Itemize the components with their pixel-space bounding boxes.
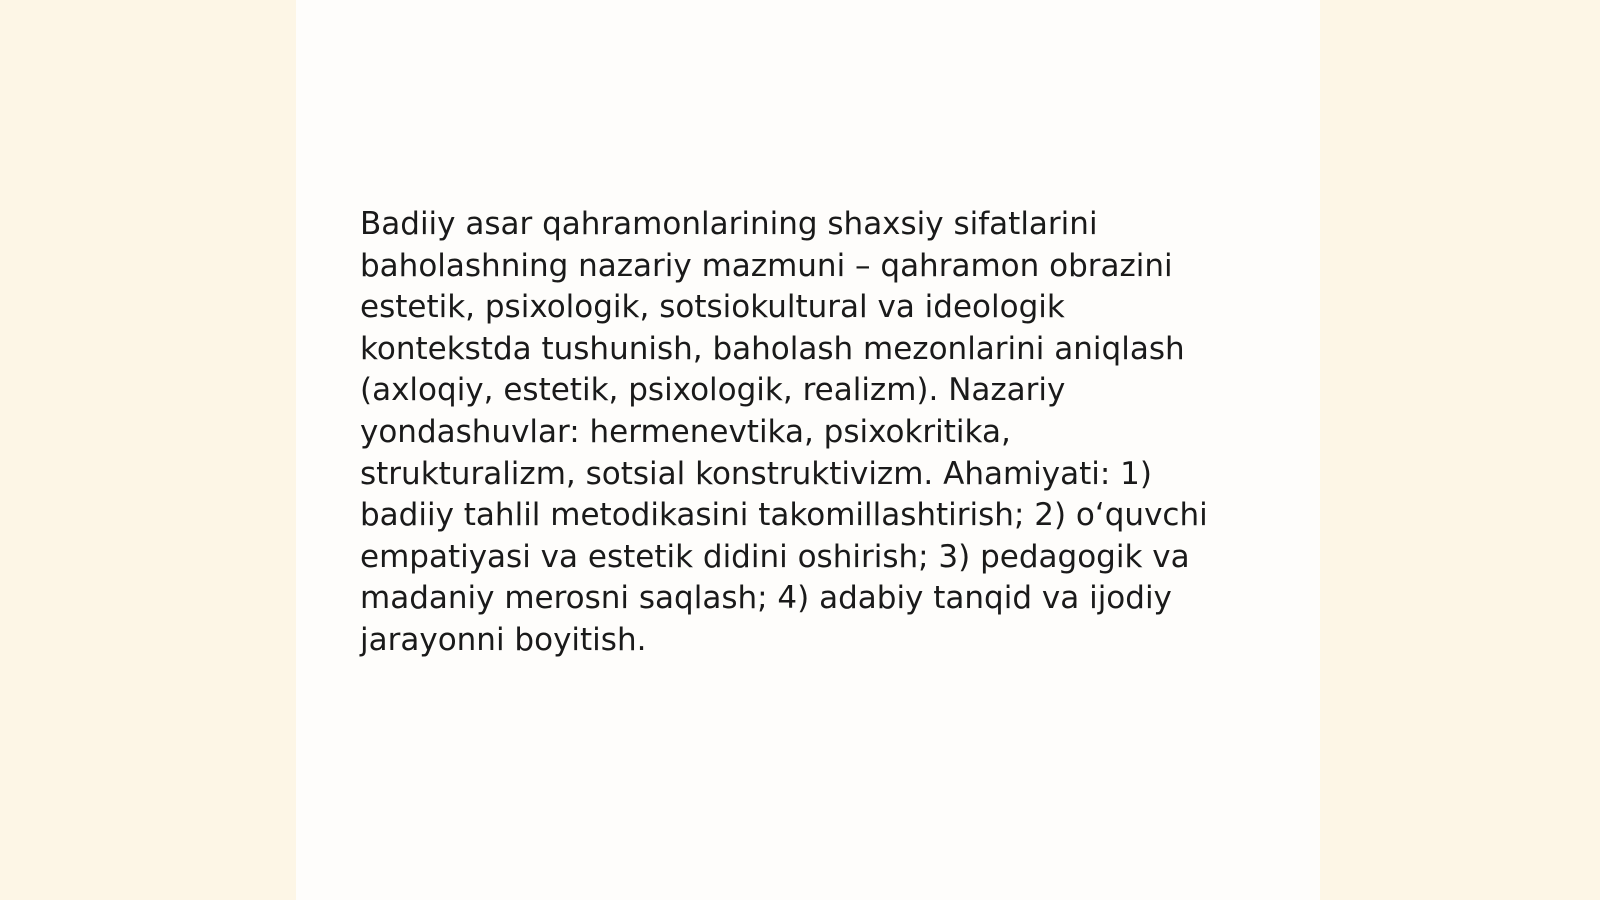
- text-line: Badiiy asar qahramonlarining shaxsiy sifatlarini: [360, 206, 1098, 242]
- text-line: madaniy merosni saqlash; 4) adabiy tanqid va ijodiy: [360, 580, 1172, 617]
- text-line: badiiy tahlil metodikasini takomillashtirish; 2) o‘quvchi: [360, 497, 1208, 534]
- text-line: baholashning nazariy mazmuni – qahramon obrazini: [360, 247, 1173, 284]
- body-text: [360, 204, 1260, 662]
- text-line: yondashuvlar: hermenevtika, psixokritika,: [360, 413, 1011, 450]
- slide-page: [296, 0, 1320, 900]
- text-line: empatiyasi va estetik didini oshirish; 3) pedagogik va: [360, 538, 1190, 575]
- text-line: strukturalizm, sotsial konstruktivizm. Ahamiyati: 1): [360, 455, 1152, 492]
- text-line: estetik, psixologik, sotsiokultural va ideologik: [360, 289, 1065, 326]
- text-line: kontekstda tushunish, baholash mezonlarini aniqlash: [360, 330, 1185, 367]
- text-line: jarayonni boyitish.: [360, 621, 647, 658]
- text-line: (axloqiy, estetik, psixologik, realizm). Nazariy: [360, 372, 1066, 409]
